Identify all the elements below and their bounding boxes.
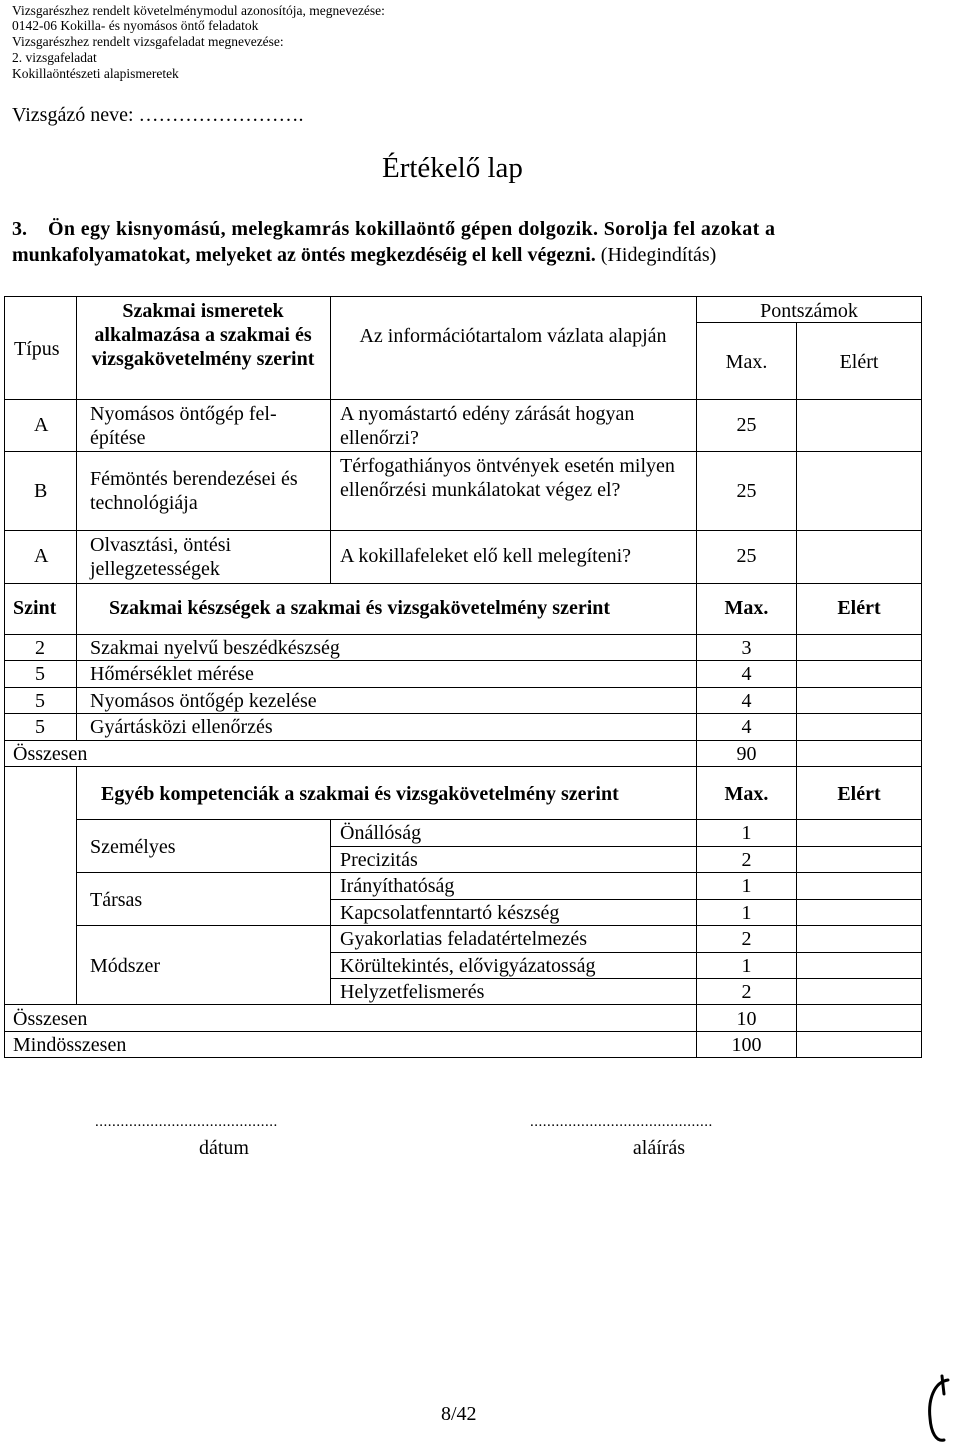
row-level: 5 — [35, 716, 45, 738]
task-line1: Ön egy kisnyomású, melegkamrás kokillaöntő gépen dolgozik. Sorolja fel azokat a — [48, 218, 776, 240]
col-knowledge-header: Szakmai ismeretek alkalmazása a szakmai és vizsgakövetelmény szerint — [91, 300, 315, 370]
header-line: Vizsgarészhez rendelt követelménymodul azonosítója, megnevezése: — [12, 3, 385, 18]
row-type: B — [34, 480, 48, 502]
task-line2 — [12, 244, 716, 267]
item-max: 1 — [741, 822, 752, 844]
col-skills-header: Szakmai készségek a szakmai és vizsgakövetelmény szerint — [109, 597, 611, 619]
total-value: 90 — [736, 743, 757, 765]
item-label: Helyzetfelismerés — [340, 981, 485, 1003]
total-label: Összesen — [13, 1008, 88, 1030]
row-level: 2 — [35, 637, 45, 659]
header-line: 0142-06 Kokilla- és nyomásos öntő feladatok — [12, 18, 259, 33]
row-skill: Gyártásközi ellenőrzés — [90, 716, 273, 738]
header-line: 2. vizsgafeladat — [12, 50, 97, 65]
page-title: Értékelő lap — [382, 152, 523, 184]
grand-total-value: 100 — [731, 1034, 762, 1056]
col-points-header: Pontszámok — [760, 300, 858, 322]
col-outline-header: Az információtartalom vázlata alapján — [359, 325, 667, 347]
item-max: 2 — [741, 928, 752, 950]
col-achieved-header: Elért — [837, 597, 881, 619]
page-number: 8/42 — [441, 1403, 477, 1425]
grand-total-label: Mindösszesen — [13, 1034, 127, 1056]
task-number: 3. — [12, 218, 27, 240]
item-label: Kapcsolatfenntartó készség — [340, 902, 560, 924]
header-line: Vizsgarészhez rendelt vizsgafeladat megnevezése: — [12, 34, 284, 49]
row-type: A — [34, 545, 49, 567]
item-label: Gyakorlatias feladatértelmezés — [340, 928, 588, 950]
row-topic: Fémöntés berendezései és technológiája — [90, 468, 298, 514]
task-line2-text: munkafolyamatokat, melyeket az öntés megkezdéséig el kell végezni. — [12, 244, 596, 266]
col-max-header: Max. — [724, 597, 769, 619]
row-question: A nyomástartó edény zárását hogyan ellenőrzi? — [340, 403, 635, 449]
item-max: 1 — [741, 955, 752, 977]
task-line2-note: (Hidegindítás) — [600, 244, 717, 266]
row-topic: Nyomásos öntőgép fel-építése — [90, 403, 277, 449]
header-line: Kokillaöntészeti alapismeretek — [12, 66, 179, 81]
signature-label: aláírás — [632, 1137, 686, 1159]
item-max: 1 — [741, 902, 752, 924]
row-question: A kokillafeleket elő kell melegíteni? — [340, 545, 632, 567]
total-value: 10 — [736, 1008, 757, 1030]
col-achieved-header: Elért — [839, 351, 879, 373]
row-skill: Hőmérséklet mérése — [90, 663, 254, 685]
examinee-name: Vizsgázó neve: ……………………. — [12, 104, 304, 126]
item-label: Körültekintés, elővigyázatosság — [340, 955, 596, 977]
row-max: 3 — [741, 637, 752, 659]
date-label: dátum — [199, 1137, 249, 1159]
group-name: Társas — [90, 889, 143, 911]
row-question: Térfogathiányos öntvények esetén milyen ellenőrzési munkálatokat végez el? — [340, 455, 675, 501]
item-max: 1 — [741, 875, 752, 897]
row-level: 5 — [35, 690, 45, 712]
group-name: Személyes — [90, 836, 176, 858]
col-level-header: Szint — [13, 597, 57, 619]
date-dots: ........................................... — [95, 1114, 278, 1130]
row-topic: Olvasztási, öntési jellegzetességek — [90, 534, 232, 580]
item-max: 2 — [741, 981, 752, 1003]
row-level: 5 — [35, 663, 45, 685]
col-achieved-header: Elért — [837, 783, 881, 805]
col-max-header: Max. — [725, 351, 768, 373]
row-skill: Nyomásos öntőgép kezelése — [90, 690, 317, 712]
row-max: 4 — [741, 663, 752, 685]
col-max-header: Max. — [724, 783, 769, 805]
col-type-header: Típus — [14, 338, 60, 360]
signature-dots: ........................................... — [530, 1114, 713, 1130]
handwritten-mark — [920, 1372, 960, 1447]
row-max: 25 — [736, 414, 757, 436]
row-skill: Szakmai nyelvű beszédkészség — [90, 637, 340, 659]
item-label: Önállóság — [340, 822, 422, 844]
item-max: 2 — [741, 849, 752, 871]
row-max: 4 — [741, 716, 752, 738]
item-label: Precizitás — [340, 849, 418, 871]
item-label: Irányíthatóság — [340, 875, 455, 897]
row-max: 25 — [736, 480, 757, 502]
competency-heading: Egyéb kompetenciák a szakmai és vizsgakövetelmény szerint — [101, 783, 619, 805]
row-max: 25 — [736, 545, 757, 567]
group-name: Módszer — [90, 955, 160, 977]
row-type: A — [34, 414, 49, 436]
row-max: 4 — [741, 690, 752, 712]
total-label: Összesen — [13, 743, 88, 765]
